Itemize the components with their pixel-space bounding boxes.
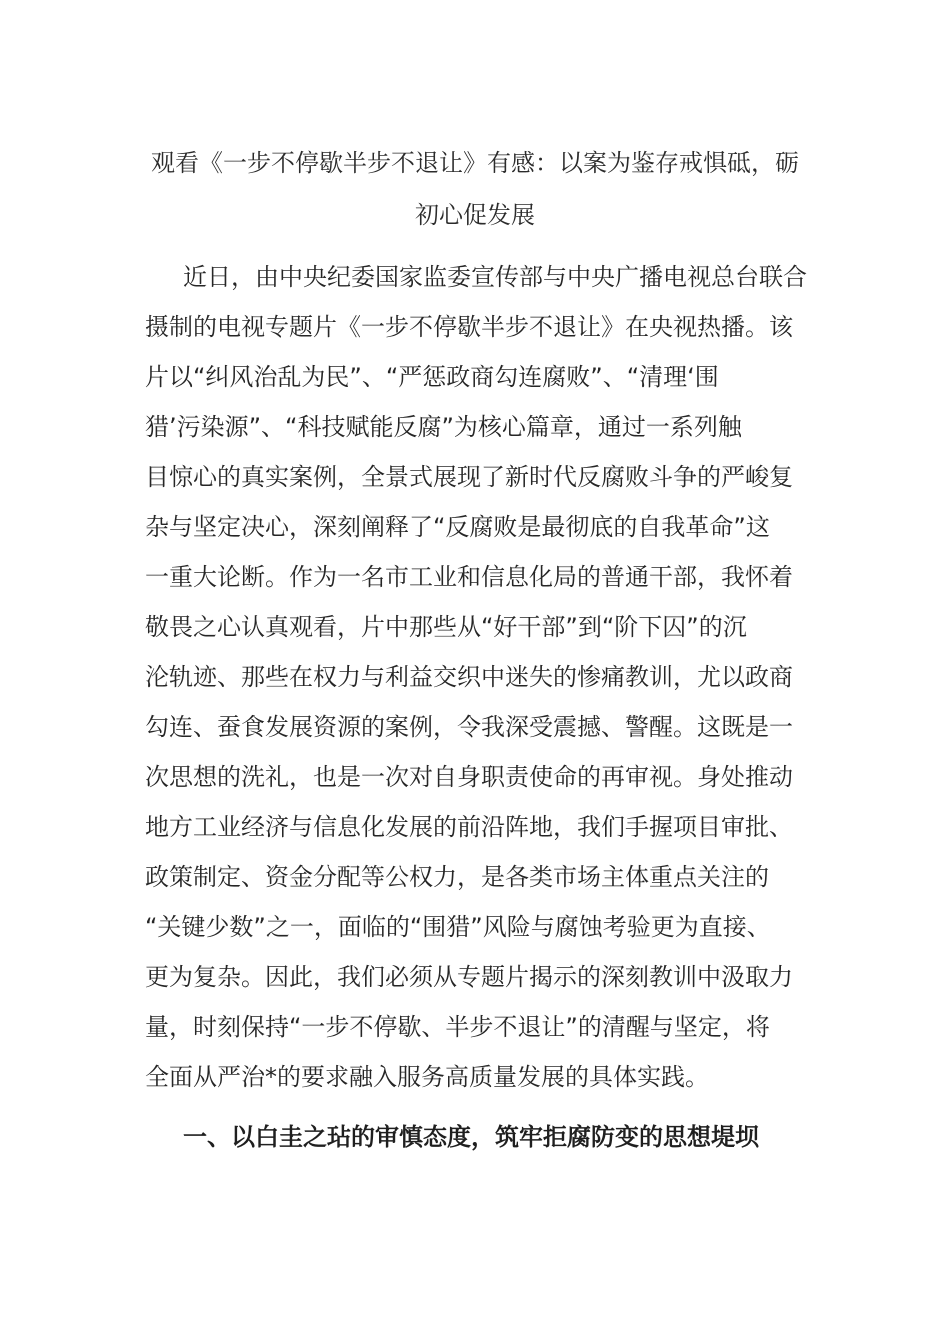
- paragraph-line: 量，时刻保持“一步不停歇、半步不退让”的清醒与坚定，将: [145, 1013, 770, 1041]
- paragraph-line: 目惊心的真实案例，全景式展现了新时代反腐败斗争的严峻复: [145, 463, 793, 491]
- document-title-line-2: 初心促发展: [415, 201, 535, 229]
- paragraph-line: 全面从严治*的要求融入服务高质量发展的具体实践。: [145, 1063, 709, 1091]
- paragraph-line: 次思想的洗礼，也是一次对自身职责使命的再审视。身处推动: [145, 763, 793, 791]
- paragraph-line: 近日，由中央纪委国家监委宣传部与中央广播电视总台联合: [183, 263, 807, 291]
- paragraph-line: “关键少数”之一，面临的“围猎”风险与腐蚀考验更为直接、: [145, 913, 771, 941]
- paragraph-line: 更为复杂。因此，我们必须从专题片揭示的深刻教训中汲取力: [145, 963, 793, 991]
- paragraph-line: 杂与坚定决心，深刻阐释了“反腐败是最彻底的自我革命”这: [145, 513, 770, 541]
- paragraph-line: 片以“纠风治乱为民”、“严惩政商勾连腐败”、“清理‘围: [145, 363, 719, 391]
- paragraph-line: 猎’污染源”、“科技赋能反腐”为核心篇章，通过一系列触: [145, 413, 742, 441]
- section-heading: 一、以白圭之玷的审慎态度，筑牢拒腐防变的思想堤坝: [183, 1123, 759, 1151]
- paragraph-line: 摄制的电视专题片《一步不停歇半步不退让》在央视热播。该: [145, 313, 793, 341]
- paragraph-line: 一重大论断。作为一名市工业和信息化局的普通干部，我怀着: [145, 563, 793, 591]
- paragraph-line: 地方工业经济与信息化发展的前沿阵地，我们手握项目审批、: [145, 813, 793, 841]
- paragraph-line: 敬畏之心认真观看，片中那些从“好干部”到“阶下囚”的沉: [145, 613, 747, 641]
- paragraph-line: 政策制定、资金分配等公权力，是各类市场主体重点关注的: [145, 863, 769, 891]
- document-title-line-1: 观看《一步不停歇半步不退让》有感：以案为鉴存戒惧砥，砺: [151, 149, 799, 177]
- paragraph-line: 勾连、蚕食发展资源的案例，令我深受震撼、警醒。这既是一: [145, 713, 793, 741]
- paragraph-line: 沦轨迹、那些在权力与利益交织中迷失的惨痛教训，尤以政商: [145, 663, 793, 691]
